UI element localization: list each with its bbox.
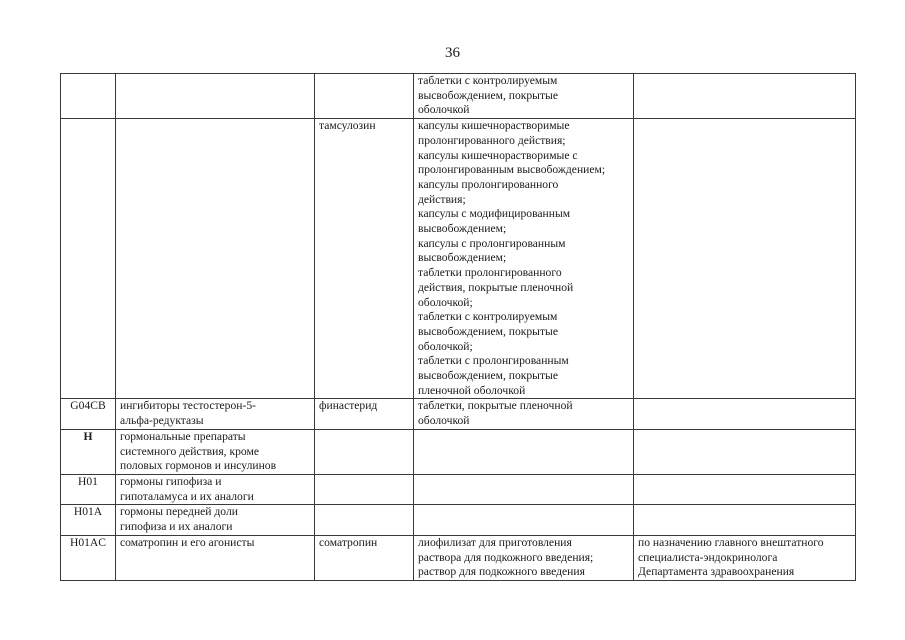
inn-cell — [315, 474, 414, 504]
table-row — [61, 74, 856, 119]
dosage-form-cell — [414, 474, 634, 504]
table-row — [61, 399, 856, 429]
inn-cell — [315, 505, 414, 535]
atc-code-cell — [61, 119, 116, 399]
inn-cell: тамсулозин — [315, 119, 414, 399]
inn-cell — [315, 429, 414, 474]
atc-code-cell: H01AC — [61, 535, 116, 580]
group-name-cell: соматропин и его агонисты — [116, 535, 315, 580]
atc-code-cell — [61, 74, 116, 119]
atc-code-cell: H01 — [61, 474, 116, 504]
atc-code-cell: G04CB — [61, 399, 116, 429]
group-name-cell: гормональные препараты системного действия, кроме половых гормонов и инсулинов — [116, 429, 315, 474]
dosage-form-cell: таблетки, покрытые пленочной оболочкой — [414, 399, 634, 429]
note-cell — [634, 119, 856, 399]
table-row — [61, 505, 856, 535]
note-cell — [634, 505, 856, 535]
group-name-cell — [116, 119, 315, 399]
group-name-cell: гормоны передней доли гипофиза и их аналоги — [116, 505, 315, 535]
table-row — [61, 535, 856, 580]
dosage-form-cell: лиофилизат для приготовления раствора для подкожного введения; раствор для подкожного введения — [414, 535, 634, 580]
table-row — [61, 119, 856, 399]
note-cell — [634, 74, 856, 119]
atc-code-cell: H01A — [61, 505, 116, 535]
note-cell — [634, 474, 856, 504]
dosage-form-cell — [414, 429, 634, 474]
inn-cell — [315, 74, 414, 119]
table-row — [61, 474, 856, 504]
inn-cell: соматропин — [315, 535, 414, 580]
drug-table — [60, 73, 856, 581]
dosage-form-cell: капсулы кишечнорастворимые пролонгированного действия; капсулы кишечнорастворимые с пролонгированным высвобождением; капсулы пролонгированного действия; капсулы с модифицированным высвобождением; капсулы с пролонгированным высвобождением; таблетки пролонгированного действия, покрытые пленочной оболочкой; таблетки с контролируемым высвобождением, покрытые оболочкой; таблетки с пролонгированным высвобождением, покрытые пленочной оболочкой — [414, 119, 634, 399]
inn-cell: финастерид — [315, 399, 414, 429]
group-name-cell: ингибиторы тестостерон-5- альфа-редуктазы — [116, 399, 315, 429]
page-number: 36 — [445, 45, 460, 61]
group-name-cell: гормоны гипофиза и гипоталамуса и их аналоги — [116, 474, 315, 504]
dosage-form-cell — [414, 505, 634, 535]
group-name-cell — [116, 74, 315, 119]
note-cell — [634, 399, 856, 429]
note-cell: по назначению главного внештатного специалиста-эндокринолога Департамента здравоохранения — [634, 535, 856, 580]
note-cell — [634, 429, 856, 474]
atc-code-cell: H — [61, 429, 116, 474]
table-row — [61, 429, 856, 474]
dosage-form-cell: таблетки с контролируемым высвобождением, покрытые оболочкой — [414, 74, 634, 119]
